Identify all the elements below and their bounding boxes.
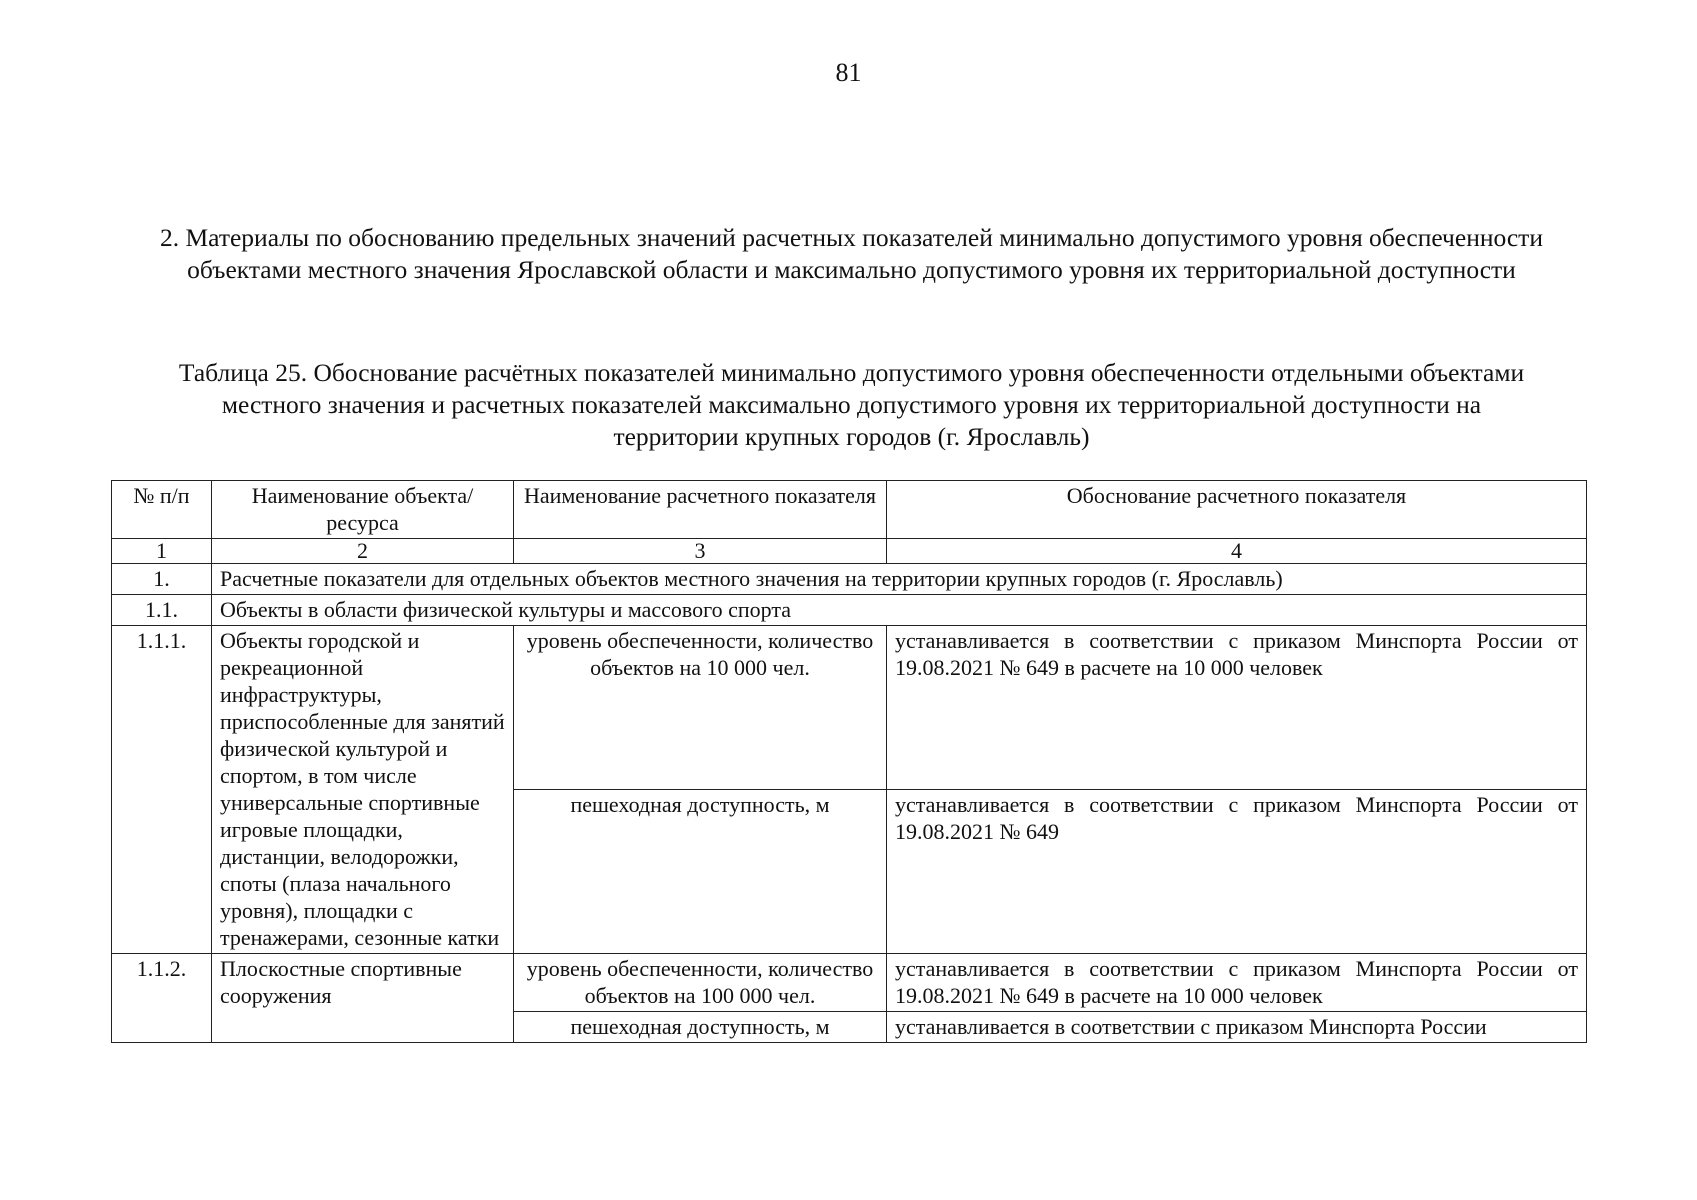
row-number: 1.1.2. xyxy=(112,954,212,1043)
indicator-name: пешеходная доступность, м xyxy=(514,1012,887,1043)
header-number: № п/п xyxy=(112,481,212,539)
section-title: Расчетные показатели для отдельных объектов местного значения на территории крупных городов (г. Ярославль) xyxy=(212,564,1587,595)
column-numbers-row xyxy=(112,539,1587,564)
indicator-justification: устанавливается в соответствии с приказом Минспорта России от 19.08.2021 № 649 в расчете на 10 000 человек xyxy=(887,626,1587,790)
column-number-2: 2 xyxy=(212,539,514,564)
section-row xyxy=(112,564,1587,595)
column-number-4: 4 xyxy=(887,539,1587,564)
table-row xyxy=(112,626,1587,790)
indicator-name: уровень обеспеченности, количество объектов на 10 000 чел. xyxy=(514,626,887,790)
header-object: Наименование объекта/ресурса xyxy=(212,481,514,539)
page-number: 81 xyxy=(835,58,862,87)
section-heading: 2. Материалы по обоснованию предельных значений расчетных показателей минимально допустимого уровня обеспеченности объектами местного значения Ярославской области и максимально допустимого уровня их территориальной доступности xyxy=(160,223,1543,284)
subsection-row xyxy=(112,595,1587,626)
indicators-table-container xyxy=(111,480,1586,1043)
subsection-title: Объекты в области физической культуры и массового спорта xyxy=(212,595,1587,626)
table-row xyxy=(112,954,1587,1012)
indicator-justification: устанавливается в соответствии с приказом Минспорта России от 19.08.2021 № 649 xyxy=(887,790,1587,954)
indicator-name: уровень обеспеченности, количество объектов на 100 000 чел. xyxy=(514,954,887,1012)
indicators-table xyxy=(111,480,1587,1043)
object-name: Плоскостные спортивные сооружения xyxy=(212,954,514,1043)
subsection-number: 1.1. xyxy=(112,595,212,626)
column-number-3: 3 xyxy=(514,539,887,564)
header-justification: Обоснование расчетного показателя xyxy=(887,481,1587,539)
column-number-1: 1 xyxy=(112,539,212,564)
indicator-justification: устанавливается в соответствии с приказом Минспорта России от 19.08.2021 № 649 в расчете на 10 000 человек xyxy=(887,954,1587,1012)
header-indicator: Наименование расчетного показателя xyxy=(514,481,887,539)
row-number: 1.1.1. xyxy=(112,626,212,954)
indicator-justification: устанавливается в соответствии с приказом Минспорта России xyxy=(887,1012,1587,1043)
table-caption: Таблица 25. Обоснование расчётных показателей минимально допустимого уровня обеспеченности отдельными объектами местного значения и расчетных показателей максимально допустимого уровня их территориальной доступности на территории крупных городов (г. Ярославль) xyxy=(178,358,1525,451)
indicator-name: пешеходная доступность, м xyxy=(514,790,887,954)
table-header-row xyxy=(112,481,1587,539)
object-name: Объекты городской и рекреационной инфраструктуры, приспособленные для занятий физической культурой и спортом, в том числе универсальные спортивные игровые площадки, дистанции, велодорожки, споты (плаза начального уровня), площадки с тренажерами, сезонные катки xyxy=(212,626,514,954)
section-number: 1. xyxy=(112,564,212,595)
